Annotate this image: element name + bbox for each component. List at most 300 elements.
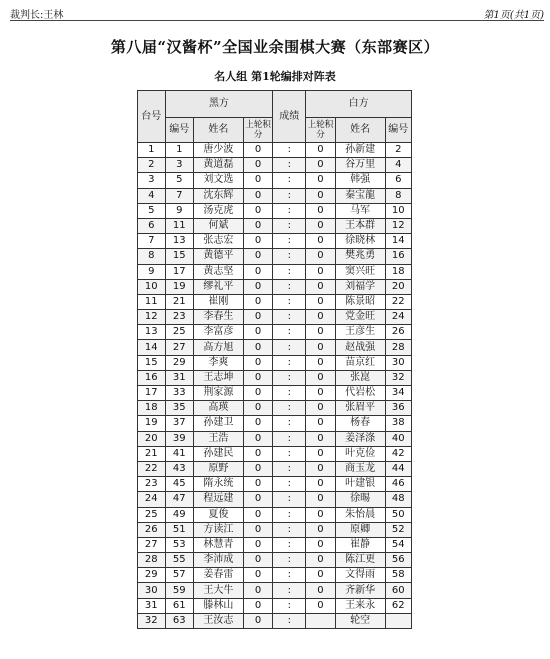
white-name-cell: 孙新建 (335, 143, 385, 158)
table-row (138, 522, 412, 537)
black-prev-score-cell: 0 (243, 143, 273, 158)
white-number-cell: 16 (385, 249, 412, 264)
table-number-cell: 18 (138, 401, 166, 416)
black-number-cell: 33 (165, 386, 194, 401)
black-prev-score-cell: 0 (243, 158, 273, 173)
white-number-cell: 32 (385, 370, 412, 385)
result-cell: : (273, 370, 306, 385)
table-number-cell: 13 (138, 325, 166, 340)
white-number-cell: 62 (385, 598, 412, 613)
white-prev-score-cell: 0 (306, 249, 336, 264)
result-cell: : (273, 416, 306, 431)
pairing-table (137, 90, 412, 629)
table-number-cell: 2 (138, 158, 166, 173)
white-name-cell: 苗京红 (335, 355, 385, 370)
white-prev-score-cell: 0 (306, 234, 336, 249)
white-prev-score-cell: 0 (306, 173, 336, 188)
black-number-cell: 53 (165, 537, 194, 552)
result-cell: : (273, 294, 306, 309)
result-cell: : (273, 218, 306, 233)
result-cell: : (273, 598, 306, 613)
white-number-cell: 56 (385, 553, 412, 568)
white-prev-score-cell: 0 (306, 203, 336, 218)
table-row (138, 143, 412, 158)
black-prev-score-cell: 0 (243, 340, 273, 355)
pairing-rows (138, 143, 412, 629)
black-number-cell: 57 (165, 568, 194, 583)
white-prev-score-cell: 0 (306, 477, 336, 492)
table-row (138, 492, 412, 507)
white-number-cell: 6 (385, 173, 412, 188)
white-name-cell: 徐晓林 (335, 234, 385, 249)
black-prev-score-cell: 0 (243, 203, 273, 218)
white-name-cell: 窦兴旺 (335, 264, 385, 279)
black-number-cell: 31 (165, 370, 194, 385)
black-number-cell: 43 (165, 461, 194, 476)
black-number-cell: 3 (165, 158, 194, 173)
black-name-cell: 刘文选 (194, 173, 244, 188)
black-number-cell: 45 (165, 477, 194, 492)
white-name-cell: 王彦生 (335, 325, 385, 340)
black-name-cell: 王汝志 (194, 613, 244, 628)
result-cell: : (273, 537, 306, 552)
result-cell: : (273, 355, 306, 370)
result-cell: : (273, 522, 306, 537)
black-prev-score-cell: 0 (243, 613, 273, 628)
black-prev-score-cell: 0 (243, 370, 273, 385)
black-prev-score-cell: 0 (243, 234, 273, 249)
white-name-cell: 文得雨 (335, 568, 385, 583)
white-name-cell: 徐晹 (335, 492, 385, 507)
table-row (138, 340, 412, 355)
black-number-cell: 23 (165, 310, 194, 325)
result-cell: : (273, 264, 306, 279)
black-prev-score-cell: 0 (243, 537, 273, 552)
white-name-cell: 赵战强 (335, 340, 385, 355)
black-number-cell: 49 (165, 507, 194, 522)
result-cell: : (273, 553, 306, 568)
table-row (138, 613, 412, 628)
white-name-cell: 崔静 (335, 537, 385, 552)
result-cell: : (273, 234, 306, 249)
white-number-cell: 58 (385, 568, 412, 583)
table-number-cell: 3 (138, 173, 166, 188)
table-number-cell: 8 (138, 249, 166, 264)
black-number-cell: 13 (165, 234, 194, 249)
white-prev-score-cell (306, 613, 336, 628)
white-number-cell: 34 (385, 386, 412, 401)
black-name-cell: 孙建民 (194, 446, 244, 461)
table-number-cell: 15 (138, 355, 166, 370)
white-number-cell: 4 (385, 158, 412, 173)
white-prev-score-cell: 0 (306, 416, 336, 431)
table-row (138, 264, 412, 279)
table-row (138, 477, 412, 492)
black-prev-score-cell: 0 (243, 431, 273, 446)
table-row (138, 203, 412, 218)
white-prev-score-cell: 0 (306, 553, 336, 568)
black-name-cell: 程远建 (194, 492, 244, 507)
white-name-cell: 姜泽涤 (335, 431, 385, 446)
black-name-cell: 唐少波 (194, 143, 244, 158)
white-name-cell: 齐新华 (335, 583, 385, 598)
header-black-num: 编号 (165, 118, 194, 143)
black-number-cell: 15 (165, 249, 194, 264)
black-name-cell: 王志坤 (194, 370, 244, 385)
table-number-cell: 12 (138, 310, 166, 325)
header-black: 黑方 (165, 91, 273, 118)
table-row (138, 386, 412, 401)
white-name-cell: 朱怡晨 (335, 507, 385, 522)
black-prev-score-cell: 0 (243, 461, 273, 476)
black-name-cell: 滕林山 (194, 598, 244, 613)
white-prev-score-cell: 0 (306, 143, 336, 158)
white-number-cell: 44 (385, 461, 412, 476)
black-prev-score-cell: 0 (243, 279, 273, 294)
black-prev-score-cell: 0 (243, 294, 273, 309)
white-name-cell: 张崑 (335, 370, 385, 385)
page-number: 第1页(共1页) (483, 10, 544, 21)
black-prev-score-cell: 0 (243, 583, 273, 598)
black-name-cell: 汤克虎 (194, 203, 244, 218)
table-row (138, 446, 412, 461)
header-white-num: 编号 (385, 118, 412, 143)
white-prev-score-cell: 0 (306, 401, 336, 416)
table-number-cell: 29 (138, 568, 166, 583)
black-prev-score-cell: 0 (243, 568, 273, 583)
black-name-cell: 高瑛 (194, 401, 244, 416)
table-row (138, 310, 412, 325)
black-number-cell: 21 (165, 294, 194, 309)
table-number-cell: 25 (138, 507, 166, 522)
white-name-cell: 张眉平 (335, 401, 385, 416)
table-row (138, 188, 412, 203)
result-cell: : (273, 568, 306, 583)
black-number-cell: 39 (165, 431, 194, 446)
white-name-cell: 樊兆勇 (335, 249, 385, 264)
black-prev-score-cell: 0 (243, 310, 273, 325)
table-number-cell: 22 (138, 461, 166, 476)
header-result: 成绩 (273, 91, 306, 143)
table-row (138, 553, 412, 568)
table-row (138, 431, 412, 446)
table-number-cell: 7 (138, 234, 166, 249)
black-name-cell: 李春生 (194, 310, 244, 325)
referee-label: 裁判长:王林 (10, 10, 64, 21)
white-name-cell: 谷万里 (335, 158, 385, 173)
white-prev-score-cell: 0 (306, 218, 336, 233)
white-prev-score-cell: 0 (306, 492, 336, 507)
white-prev-score-cell: 0 (306, 294, 336, 309)
table-row (138, 158, 412, 173)
result-cell: : (273, 325, 306, 340)
black-number-cell: 47 (165, 492, 194, 507)
table-row (138, 416, 412, 431)
result-cell: : (273, 203, 306, 218)
white-prev-score-cell: 0 (306, 340, 336, 355)
white-prev-score-cell: 0 (306, 264, 336, 279)
black-name-cell: 原野 (194, 461, 244, 476)
black-name-cell: 荆家源 (194, 386, 244, 401)
black-number-cell: 59 (165, 583, 194, 598)
black-number-cell: 5 (165, 173, 194, 188)
white-prev-score-cell: 0 (306, 355, 336, 370)
result-cell: : (273, 340, 306, 355)
white-number-cell: 42 (385, 446, 412, 461)
white-number-cell: 8 (385, 188, 412, 203)
table-number-cell: 21 (138, 446, 166, 461)
black-name-cell: 李富彦 (194, 325, 244, 340)
black-prev-score-cell: 0 (243, 386, 273, 401)
table-number-cell: 19 (138, 416, 166, 431)
table-number-cell: 16 (138, 370, 166, 385)
black-name-cell: 夏俊 (194, 507, 244, 522)
white-number-cell: 46 (385, 477, 412, 492)
header-white-name: 姓名 (335, 118, 385, 143)
result-cell: : (273, 461, 306, 476)
table-number-cell: 31 (138, 598, 166, 613)
black-number-cell: 61 (165, 598, 194, 613)
black-prev-score-cell: 0 (243, 492, 273, 507)
black-prev-score-cell: 0 (243, 325, 273, 340)
white-number-cell: 20 (385, 279, 412, 294)
result-cell: : (273, 401, 306, 416)
white-number-cell: 18 (385, 264, 412, 279)
white-number-cell (385, 613, 412, 628)
white-prev-score-cell: 0 (306, 386, 336, 401)
black-prev-score-cell: 0 (243, 446, 273, 461)
black-number-cell: 51 (165, 522, 194, 537)
black-name-cell: 孙建卫 (194, 416, 244, 431)
white-number-cell: 28 (385, 340, 412, 355)
white-name-cell: 刘福学 (335, 279, 385, 294)
table-row (138, 249, 412, 264)
table-row (138, 370, 412, 385)
result-cell: : (273, 613, 306, 628)
table-row (138, 583, 412, 598)
white-name-cell: 原卿 (335, 522, 385, 537)
white-prev-score-cell: 0 (306, 507, 336, 522)
white-name-cell: 秦宝龍 (335, 188, 385, 203)
white-prev-score-cell: 0 (306, 583, 336, 598)
white-number-cell: 60 (385, 583, 412, 598)
table-number-cell: 10 (138, 279, 166, 294)
table-number-cell: 27 (138, 537, 166, 552)
black-name-cell: 黄德平 (194, 249, 244, 264)
header-white: 白方 (306, 91, 412, 118)
table-row (138, 218, 412, 233)
table-row (138, 294, 412, 309)
document-title: 第八届“汉酱杯”全国业余围棋大赛（东部赛区） (110, 38, 440, 56)
table-row (138, 234, 412, 249)
white-prev-score-cell: 0 (306, 446, 336, 461)
table-number-cell: 6 (138, 218, 166, 233)
black-name-cell: 方读江 (194, 522, 244, 537)
white-number-cell: 48 (385, 492, 412, 507)
black-name-cell: 黄志坚 (194, 264, 244, 279)
result-cell: : (273, 386, 306, 401)
white-prev-score-cell: 0 (306, 310, 336, 325)
black-name-cell: 黄道磊 (194, 158, 244, 173)
black-number-cell: 37 (165, 416, 194, 431)
black-prev-score-cell: 0 (243, 355, 273, 370)
black-number-cell: 29 (165, 355, 194, 370)
table-row (138, 325, 412, 340)
white-prev-score-cell: 0 (306, 325, 336, 340)
black-number-cell: 1 (165, 143, 194, 158)
result-cell: : (273, 173, 306, 188)
black-prev-score-cell: 0 (243, 401, 273, 416)
white-name-cell: 韩强 (335, 173, 385, 188)
result-cell: : (273, 188, 306, 203)
table-number-cell: 1 (138, 143, 166, 158)
white-name-cell: 党金旺 (335, 310, 385, 325)
black-name-cell: 王大牛 (194, 583, 244, 598)
table-number-cell: 26 (138, 522, 166, 537)
black-name-cell: 林慧青 (194, 537, 244, 552)
white-name-cell: 叶克俭 (335, 446, 385, 461)
black-number-cell: 7 (165, 188, 194, 203)
white-number-cell: 24 (385, 310, 412, 325)
table-number-cell: 28 (138, 553, 166, 568)
table-row (138, 173, 412, 188)
table-row (138, 598, 412, 613)
white-number-cell: 10 (385, 203, 412, 218)
black-number-cell: 11 (165, 218, 194, 233)
white-number-cell: 54 (385, 537, 412, 552)
white-name-cell: 陈江更 (335, 553, 385, 568)
table-row (138, 568, 412, 583)
black-name-cell: 沈东辉 (194, 188, 244, 203)
table-number-cell: 24 (138, 492, 166, 507)
black-name-cell: 何斌 (194, 218, 244, 233)
white-number-cell: 38 (385, 416, 412, 431)
black-number-cell: 9 (165, 203, 194, 218)
white-number-cell: 52 (385, 522, 412, 537)
white-prev-score-cell: 0 (306, 598, 336, 613)
white-number-cell: 26 (385, 325, 412, 340)
table-number-cell: 17 (138, 386, 166, 401)
black-prev-score-cell: 0 (243, 188, 273, 203)
white-prev-score-cell: 0 (306, 431, 336, 446)
black-name-cell: 缪礼平 (194, 279, 244, 294)
white-prev-score-cell: 0 (306, 461, 336, 476)
white-number-cell: 50 (385, 507, 412, 522)
table-number-cell: 20 (138, 431, 166, 446)
table-number-cell: 9 (138, 264, 166, 279)
header-black-prev-score: 上轮积分 (243, 118, 273, 143)
black-number-cell: 35 (165, 401, 194, 416)
black-number-cell: 63 (165, 613, 194, 628)
white-name-cell: 马军 (335, 203, 385, 218)
table-row (138, 279, 412, 294)
black-prev-score-cell: 0 (243, 477, 273, 492)
black-number-cell: 41 (165, 446, 194, 461)
table-number-cell: 30 (138, 583, 166, 598)
result-cell: : (273, 507, 306, 522)
black-prev-score-cell: 0 (243, 218, 273, 233)
black-number-cell: 25 (165, 325, 194, 340)
white-name-cell: 轮空 (335, 613, 385, 628)
white-name-cell: 叶建银 (335, 477, 385, 492)
black-name-cell: 张志宏 (194, 234, 244, 249)
white-number-cell: 40 (385, 431, 412, 446)
white-prev-score-cell: 0 (306, 537, 336, 552)
black-prev-score-cell: 0 (243, 173, 273, 188)
white-prev-score-cell: 0 (306, 188, 336, 203)
table-row (138, 401, 412, 416)
table-number-cell: 5 (138, 203, 166, 218)
white-number-cell: 14 (385, 234, 412, 249)
white-name-cell: 代岩松 (335, 386, 385, 401)
black-prev-score-cell: 0 (243, 598, 273, 613)
black-name-cell: 李沛成 (194, 553, 244, 568)
white-prev-score-cell: 0 (306, 158, 336, 173)
black-name-cell: 高方旭 (194, 340, 244, 355)
result-cell: : (273, 158, 306, 173)
table-row (138, 355, 412, 370)
black-prev-score-cell: 0 (243, 416, 273, 431)
black-prev-score-cell: 0 (243, 553, 273, 568)
header-table-number: 台号 (138, 91, 166, 143)
white-number-cell: 30 (385, 355, 412, 370)
white-prev-score-cell: 0 (306, 522, 336, 537)
table-row (138, 507, 412, 522)
result-cell: : (273, 279, 306, 294)
black-prev-score-cell: 0 (243, 249, 273, 264)
result-cell: : (273, 477, 306, 492)
white-prev-score-cell: 0 (306, 370, 336, 385)
white-name-cell: 杨春 (335, 416, 385, 431)
white-name-cell: 商玉龙 (335, 461, 385, 476)
document-subtitle: 名人组 第1轮编排对阵表 (214, 70, 336, 83)
page-header (10, 0, 544, 21)
result-cell: : (273, 492, 306, 507)
black-name-cell: 王浩 (194, 431, 244, 446)
table-number-cell: 32 (138, 613, 166, 628)
table-number-cell: 14 (138, 340, 166, 355)
header-black-name: 姓名 (194, 118, 244, 143)
result-cell: : (273, 249, 306, 264)
black-number-cell: 27 (165, 340, 194, 355)
black-prev-score-cell: 0 (243, 264, 273, 279)
white-number-cell: 12 (385, 218, 412, 233)
white-number-cell: 36 (385, 401, 412, 416)
white-name-cell: 王来永 (335, 598, 385, 613)
table-row (138, 537, 412, 552)
header-white-prev-score: 上轮积分 (306, 118, 336, 143)
black-name-cell: 姜春雷 (194, 568, 244, 583)
white-prev-score-cell: 0 (306, 279, 336, 294)
white-name-cell: 王本群 (335, 218, 385, 233)
table-number-cell: 11 (138, 294, 166, 309)
black-name-cell: 隋永统 (194, 477, 244, 492)
black-name-cell: 李爽 (194, 355, 244, 370)
white-name-cell: 陈景昭 (335, 294, 385, 309)
result-cell: : (273, 431, 306, 446)
result-cell: : (273, 583, 306, 598)
white-number-cell: 2 (385, 143, 412, 158)
table-row (138, 461, 412, 476)
black-prev-score-cell: 0 (243, 507, 273, 522)
table-number-cell: 4 (138, 188, 166, 203)
black-prev-score-cell: 0 (243, 522, 273, 537)
black-number-cell: 55 (165, 553, 194, 568)
black-number-cell: 17 (165, 264, 194, 279)
black-name-cell: 崔刚 (194, 294, 244, 309)
result-cell: : (273, 143, 306, 158)
black-number-cell: 19 (165, 279, 194, 294)
